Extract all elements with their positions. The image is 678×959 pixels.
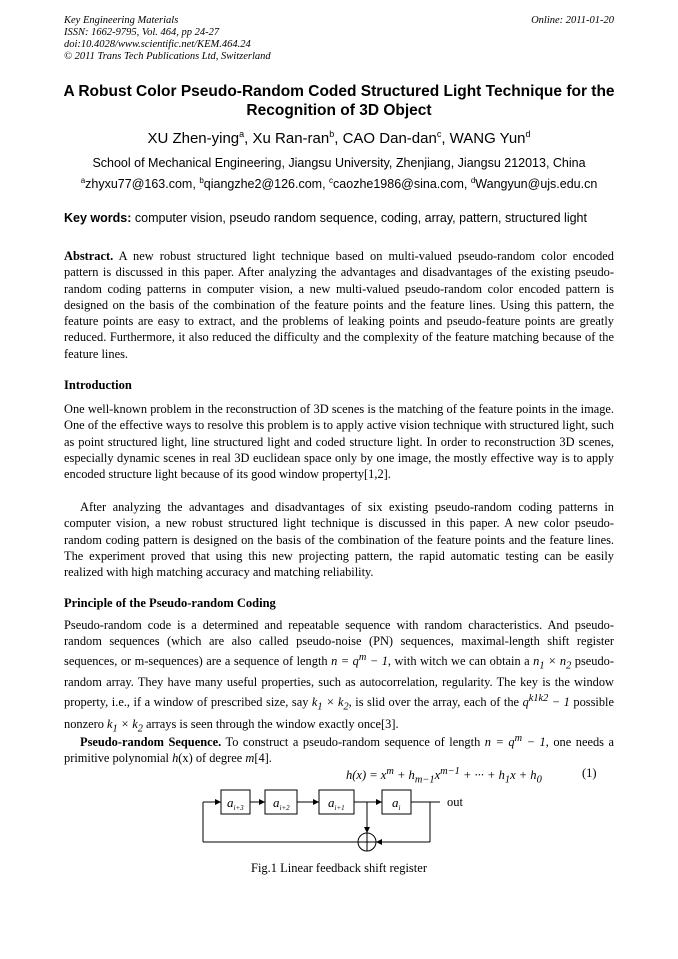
principle-paragraph xyxy=(64,617,614,737)
author-mark: d xyxy=(525,129,531,139)
eq-run: (x) = x xyxy=(352,768,387,783)
run-in-heading: Pseudo-random Sequence. xyxy=(80,735,222,750)
eq-sub: m−1 xyxy=(414,774,435,786)
eq-run: x xyxy=(434,768,441,783)
paper-title: A Robust Color Pseudo-Random Coded Structured Light Technique for the Recognition of 3D Object xyxy=(63,83,615,119)
cell-label-main: a xyxy=(227,795,234,810)
cell-label-main: a xyxy=(273,795,280,810)
author-mark: c xyxy=(436,129,442,139)
math-run: n = q xyxy=(331,653,359,668)
eq-run: + h xyxy=(393,768,415,783)
section-heading-introduction: Introduction xyxy=(64,378,132,392)
abstract-label: Abstract. xyxy=(64,249,114,263)
math-window-size xyxy=(311,694,349,713)
math-run: n xyxy=(533,653,540,668)
math-count xyxy=(522,692,570,709)
email[interactable]: zhyxu77@163.com xyxy=(85,177,193,192)
arrowhead xyxy=(215,799,221,805)
math-run: k xyxy=(311,694,318,709)
equation-number: (1) xyxy=(582,766,597,780)
math-run: − 1 xyxy=(548,694,570,709)
cell-label xyxy=(392,795,401,812)
text-run: (x) xyxy=(178,751,193,766)
text-run: , one needs a primitive polynomial xyxy=(64,735,614,766)
math-sub: 1 xyxy=(539,660,545,672)
math-sub: 1 xyxy=(112,723,118,735)
math-sub: 2 xyxy=(343,701,349,713)
author: XU Zhen-ying xyxy=(147,130,240,147)
math-run: × k xyxy=(117,716,138,731)
abstract-text: A new robust structured light technique based on multi-valued pseudo-random color encoded pattern is discussed in this paper. After analyzing the advantages and disadvantages of the existing pseudo-random coding patterns in computer vision, a new multi-valued pseudo-random color encoded pattern is designed on the basis of the combination of the feature points and the feature lines. Using this pattern, the feature points are easy to extract, and the problems of leaking points and pseudo-feature points are greatly reduced. Furthermore, it also reduced the difficulty and the complexity of the feature matching because of the feature lines. xyxy=(64,249,614,361)
figure-caption: Fig.1 Linear feedback shift register xyxy=(251,861,427,875)
author-mark: a xyxy=(239,129,245,139)
email-mark: b xyxy=(199,176,204,185)
arrowhead xyxy=(376,799,382,805)
math-run: n = q xyxy=(484,735,515,750)
email-mark: d xyxy=(470,176,476,185)
cell-label-sub: i+3 xyxy=(233,804,244,812)
email-sep: , xyxy=(192,177,200,192)
math-length xyxy=(485,735,546,749)
cell-label-sub: i+2 xyxy=(279,804,290,812)
author: WANG Yun xyxy=(449,130,526,147)
text-run: , is slid over the array, each of the xyxy=(348,694,523,709)
cell-label-main: a xyxy=(328,795,335,810)
email-mark: c xyxy=(329,176,334,185)
author-mark: b xyxy=(329,129,335,139)
text-run: pseudo-random array. They have many useful properties, such as autocorrelation, regularity. The key is the window property, i.e., if a window of prescribed size, say xyxy=(64,653,614,709)
eq-sup: m−1 xyxy=(440,766,460,777)
math-run: × k xyxy=(322,694,344,709)
author-list xyxy=(0,129,678,147)
cell-label xyxy=(273,795,290,812)
email-list xyxy=(0,176,678,191)
issn: ISSN: 1662-9795, Vol. 464, pp 24-27 xyxy=(64,27,220,38)
email-sep: , xyxy=(463,177,471,192)
pseudo-random-sequence-paragraph xyxy=(64,731,614,767)
keywords-label: Key words: xyxy=(64,211,132,225)
text-run: of degree xyxy=(192,751,246,766)
eq-sub: 0 xyxy=(536,774,542,786)
math-sub: 1 xyxy=(317,701,323,713)
affiliation: School of Mechanical Engineering, Jiangsu University, Zhenjiang, Jiangsu 212013, China xyxy=(92,156,586,170)
math-run: h xyxy=(172,751,179,766)
arrowhead xyxy=(259,799,265,805)
math-length xyxy=(331,651,388,668)
math-sup: k1k2 xyxy=(528,692,549,704)
eq-run: h xyxy=(346,768,353,783)
cell-label-sub: i+1 xyxy=(334,804,345,812)
arrowhead xyxy=(313,799,319,805)
cell-label-main: a xyxy=(392,795,399,810)
keywords-text: computer vision, pseudo random sequence, coding, array, pattern, structured light xyxy=(134,211,587,225)
lfsr-diagram xyxy=(195,782,485,864)
math-run: − 1 xyxy=(366,653,388,668)
cell-label xyxy=(328,795,345,812)
math-array-size xyxy=(533,653,572,672)
math-sup: m xyxy=(358,651,367,663)
abstract xyxy=(64,248,614,362)
math-sub: 2 xyxy=(137,723,143,735)
math-run: × n xyxy=(544,653,567,668)
email[interactable]: qiangzhe2@126.com xyxy=(203,177,323,192)
section-heading-principle: Principle of the Pseudo-random Coding xyxy=(64,596,276,610)
author: CAO Dan-dan xyxy=(342,130,437,147)
email[interactable]: Wangyun@ujs.edu.cn xyxy=(475,177,598,192)
output-label: out xyxy=(447,795,463,809)
eq-run: + ··· + h xyxy=(459,768,505,783)
author-sep: , xyxy=(244,130,253,147)
journal-meta xyxy=(64,15,271,63)
math-window-size-2 xyxy=(107,716,143,735)
math-sub: 2 xyxy=(566,660,572,672)
doi: doi:10.4028/www.scientific.net/KEM.464.24 xyxy=(64,39,251,50)
cell-label-sub: i xyxy=(398,804,401,812)
email-sep: , xyxy=(322,177,330,192)
journal-name: Key Engineering Materials xyxy=(64,15,179,26)
text-run: , with witch we can obtain a xyxy=(387,653,534,668)
eq-sup: m xyxy=(386,766,394,777)
math-run: k xyxy=(107,716,113,731)
author: Xu Ran-ran xyxy=(252,130,330,147)
text-run: [4]. xyxy=(254,751,272,766)
email[interactable]: caozhe1986@sina.com xyxy=(333,177,464,192)
math-run: − 1 xyxy=(522,735,546,750)
text-run: possible nonzero xyxy=(64,694,614,731)
text-run: Pseudo-random code is a determined and repeatable sequence with random characteristics. And pseudo-random sequences (which are also called pseudo-noise (PN) sequences, maximal-length shift register sequences, or m-sequences) are a sequence of length xyxy=(64,618,614,668)
eq-sub: 1 xyxy=(504,774,511,786)
arrowhead xyxy=(364,827,370,833)
copyright: © 2011 Trans Tech Publications Ltd, Switzerland xyxy=(64,51,271,62)
email-mark: a xyxy=(80,176,86,185)
text-run: arrays is seen through the window exactly once[3]. xyxy=(142,716,399,731)
intro-paragraph-1: One well-known problem in the reconstruction of 3D scenes is the matching of the feature points in the image. One of the effective ways to resolve this problem is to apply active vision technique with structured light, such as point structured light, line structured light and coded structure light. In order to reconstruction 3D scenes, especially dynamic scenes in real 3D euclidean space only by one image, the mostly effective way is to apply encoded structure light because of its good window property[1,2]. xyxy=(64,402,614,482)
cell-label xyxy=(227,795,244,812)
eq-run: x + h xyxy=(510,768,537,783)
text-run: To construct a pseudo-random sequence of length xyxy=(221,735,485,750)
author-sep: , xyxy=(441,130,450,147)
math-sup: m xyxy=(514,733,523,744)
online-date: Online: 2011-01-20 xyxy=(531,15,614,26)
author-sep: , xyxy=(334,130,343,147)
math-run: m xyxy=(245,751,255,766)
arrowhead xyxy=(376,839,382,845)
intro-paragraph-2: After analyzing the advantages and disadvantages of six existing pseudo-random coding patterns in computer vision, a new robust structured light technique is discussed in this paper. A new color pseudo-random coding pattern is designed on the basis of the combination of the feature points and the feature lines. The experiment proved that using this new projecting pattern, the rapid automatic testing can be easily realized with high matching accuracy and matching reliability. xyxy=(64,500,614,580)
keywords xyxy=(64,211,624,225)
math-run: q xyxy=(522,694,529,709)
